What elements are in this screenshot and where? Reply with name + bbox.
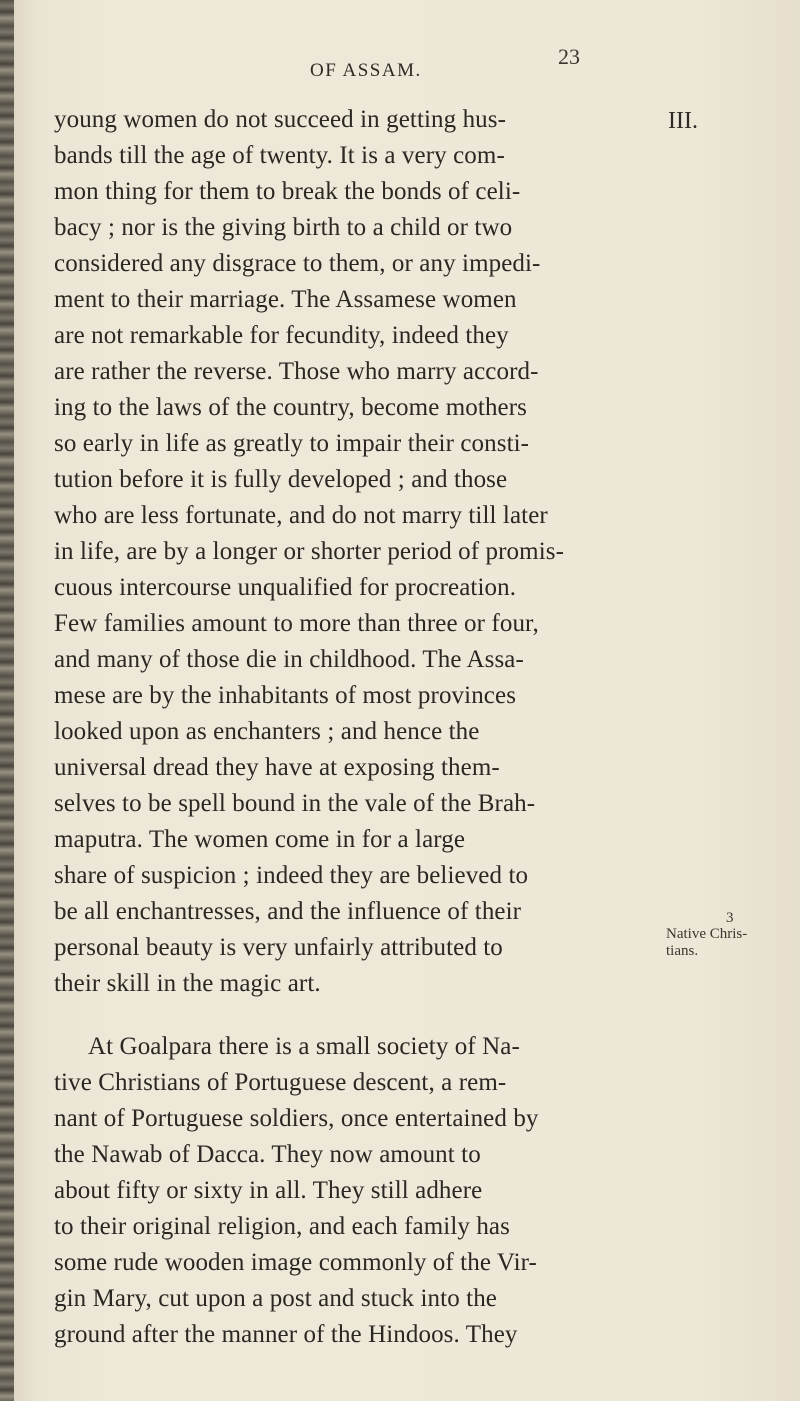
text-line: mon thing for them to break the bonds of celi- <box>54 178 521 205</box>
text-line: cuous intercourse unqualified for procreation. <box>54 574 517 601</box>
text-line: universal dread they have at exposing them- <box>54 754 500 781</box>
running-header <box>0 36 800 81</box>
text-line: personal beauty is very unfairly attributed to <box>54 934 503 961</box>
sidenote-line: Native Chris- <box>666 926 748 942</box>
text-line: share of suspicion ; indeed they are believed to <box>54 862 529 889</box>
margin-sidenote <box>666 910 786 960</box>
text-line: ment to their marriage. The Assamese women <box>54 286 517 313</box>
text-line: selves to be spell bound in the vale of the Brah- <box>54 790 536 817</box>
text-line: tive Christians of Portuguese descent, a rem- <box>54 1069 507 1096</box>
paragraph-gap <box>54 1002 644 1029</box>
text-line: At Goalpara there is a small society of Na- <box>88 1033 520 1060</box>
text-line: considered any disgrace to them, or any impedi- <box>54 250 541 277</box>
text-line: their skill in the magic art. <box>54 970 321 997</box>
text-line: ground after the manner of the Hindoos. They <box>54 1321 518 1348</box>
text-line: ing to the laws of the country, become mothers <box>54 394 527 421</box>
text-line: gin Mary, cut upon a post and stuck into the <box>54 1285 497 1312</box>
page-number: 23 <box>558 44 580 69</box>
text-line: in life, are by a longer or shorter period of promis- <box>54 538 564 565</box>
text-line: so early in life as greatly to impair their consti- <box>54 430 530 457</box>
sidenote-line: tians. <box>666 943 699 959</box>
text-line: are rather the reverse. Those who marry accord- <box>54 358 539 385</box>
text-line: to their original religion, and each family has <box>54 1213 510 1240</box>
text-line: nant of Portuguese soldiers, once entertained by <box>54 1105 539 1132</box>
text-line: are not remarkable for fecundity, indeed they <box>54 322 509 349</box>
text-line: some rude wooden image commonly of the Vir- <box>54 1249 537 1276</box>
text-line: mese are by the inhabitants of most provinces <box>54 682 517 709</box>
text-line: who are less fortunate, and do not marry till later <box>54 502 548 529</box>
binding-edge <box>0 0 14 1401</box>
running-title: OF ASSAM. <box>310 60 422 81</box>
text-line: be all enchantresses, and the influence of their <box>54 898 522 925</box>
body-text <box>54 102 644 1353</box>
text-line: maputra. The women come in for a large <box>54 826 466 853</box>
text-line: young women do not succeed in getting hus- <box>54 106 507 133</box>
text-line: and many of those die in childhood. The Assa- <box>54 646 524 673</box>
sidenote-number: 3 <box>726 910 734 926</box>
text-line: bands till the age of twenty. It is a very com- <box>54 142 505 169</box>
text-line: looked upon as enchanters ; and hence the <box>54 718 480 745</box>
text-line: the Nawab of Dacca. They now amount to <box>54 1141 481 1168</box>
chapter-marker: III. <box>668 108 698 134</box>
text-line: bacy ; nor is the giving birth to a child or two <box>54 214 513 241</box>
text-line: tution before it is fully developed ; and those <box>54 466 508 493</box>
text-line: about fifty or sixty in all. They still adhere <box>54 1177 483 1204</box>
text-line: Few families amount to more than three or four, <box>54 610 539 637</box>
